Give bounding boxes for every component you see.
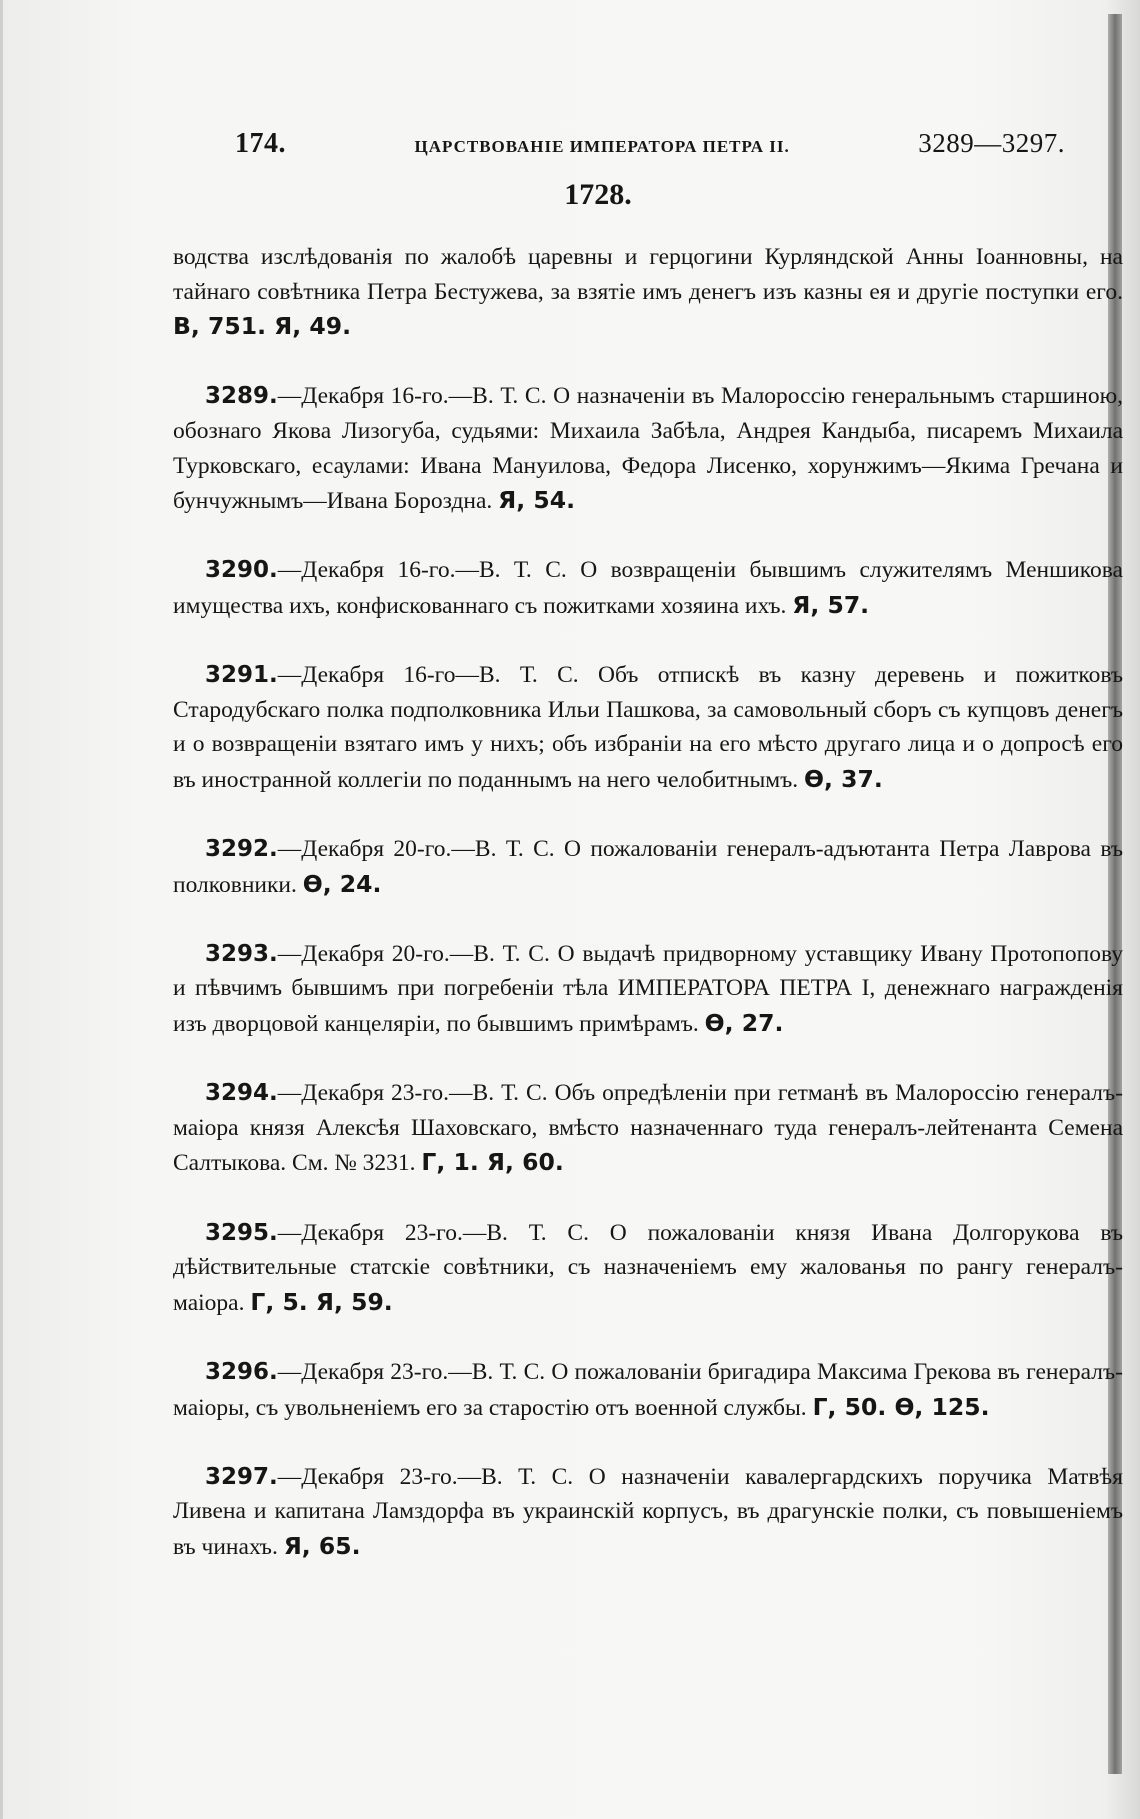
page-header (235, 128, 1065, 164)
law-entry (173, 832, 1123, 902)
entry-number: 3296. (205, 1359, 278, 1385)
running-title: ЦАРСТВОВАНІЕ ИМПЕРАТОРА ПЕТРА II. (414, 137, 790, 156)
law-entry (173, 937, 1123, 1042)
continuation-text: водства изслѣдованія по жалобѣ царевны и герцогини Курляндской Анны Іоанновны, на тайнаго совѣтника Петра Бестужева, за взятіе имъ денегъ изъ казны ея и другіе поступки его. (173, 244, 1123, 305)
law-entry (173, 658, 1123, 797)
year-heading: 1728. (564, 178, 632, 211)
entry-text: —Декабря 16-го.—В. Т. С. О возвращеніи бывшимъ служителямъ Меншикова имущества ихъ, конфискованнаго съ пожитками хозяина ихъ. (173, 557, 1123, 619)
law-entry (173, 1216, 1123, 1321)
page-number: 174. (235, 128, 286, 159)
entry-range: 3289—3297. (918, 128, 1065, 158)
entry-text: —Декабря 23-го.—В. Т. С. Объ опредѣленіи при гетманѣ въ Малороссію генералъ-маіора князя Алексѣя Шаховскаго, вмѣсто назначеннаго туда генералъ-лейтенанта Семена Салтыкова. См. № 3231. (173, 1080, 1123, 1177)
entry-number: 3290. (205, 557, 278, 584)
entry-number: 3291. (205, 662, 278, 689)
source-references: Ѳ, 37. (804, 764, 883, 793)
source-references: Я, 57. (792, 590, 870, 619)
entry-number: 3297. (205, 1463, 278, 1490)
entry-text: —Декабря 16-го—В. Т. С. Объ отпискѣ въ казну деревень и пожитковъ Стародубскаго полка подполковника Ильи Пашкова, за самовольный сборъ съ купцовъ денегъ и о возвращеніи взятаго имъ у нихъ; объ избраніи на его мѣсто другаго лица и о допросѣ его въ иностранной коллегіи по поданнымъ на него челобитнымъ. (173, 662, 1123, 793)
source-references: Г, 1. Я, 60. (421, 1148, 564, 1177)
entry-number: 3293. (205, 940, 278, 967)
source-references: Ѳ, 24. (302, 869, 382, 898)
source-references: В, 751. Я, 49. (173, 312, 352, 341)
entry-number: 3289. (205, 383, 278, 410)
law-entry (173, 553, 1123, 623)
entry-number: 3295. (205, 1219, 278, 1246)
source-references: Я, 65. (283, 1531, 361, 1560)
law-entry (173, 379, 1123, 518)
law-entry (173, 1355, 1123, 1425)
continuation-paragraph (173, 240, 1123, 345)
law-entry (173, 1076, 1123, 1181)
document-body (173, 240, 1123, 1565)
source-references: Г, 5. Я, 59. (250, 1287, 393, 1316)
source-references: Г, 50. Ѳ, 125. (812, 1392, 990, 1421)
law-entry (173, 1460, 1123, 1565)
entry-text: —Декабря 16-го.—В. Т. С. О назначеніи въ Малороссію генеральнымъ старшиною, обознаго Якова Лизогуба, судьями: Михаила Забѣла, Андрея Кандыба, писаремъ Михаила Турковскаго, есаулами: Ивана Мануилова, Федора Лисенко, хорунжимъ—Якима Гречана и бунчужнымъ—Ивана Борозднa. (173, 383, 1123, 515)
source-references: Я, 54. (498, 486, 575, 515)
source-references: Ѳ, 27. (704, 1009, 784, 1038)
entry-text: —Декабря 20-го.—В. Т. С. О выдачѣ придворному уставщику Ивану Протопопову и пѣвчимъ бывшимъ при погребеніи тѣла ИМПЕРАТОРА ПЕТРА I, денежнаго награжденія изъ дворцовой канцеляріи, по бывшимъ примѣрамъ. (173, 940, 1123, 1038)
entry-number: 3292. (205, 836, 278, 863)
entry-text: —Декабря 23-го.—В. Т. С. О пожалованіи бригадира Максима Грекова въ генералъ-маіоры, съ увольненіемъ его за старостію отъ военной службы. (173, 1359, 1123, 1421)
entry-text: —Декабря 23-го.—В. Т. С. О пожалованіи князя Ивана Долгорукова въ дѣйствительные статскіе совѣтники, съ назначеніемъ ему жалованья по рангу генералъ-маіора. (173, 1219, 1123, 1316)
entry-text: —Декабря 20-го.—В. Т. С. О пожалованіи генералъ-адъютанта Петра Лаврова въ полковники. (173, 836, 1123, 898)
entry-text: —Декабря 23-го.—В. Т. С. О назначеніи кавалергардскихъ поручика Матвѣя Ливена и капитана Ламздорфа въ украинскій корпусъ, въ драгунскіе полки, съ повышеніемъ въ чинахъ. (173, 1463, 1123, 1560)
entry-number: 3294. (205, 1080, 278, 1107)
